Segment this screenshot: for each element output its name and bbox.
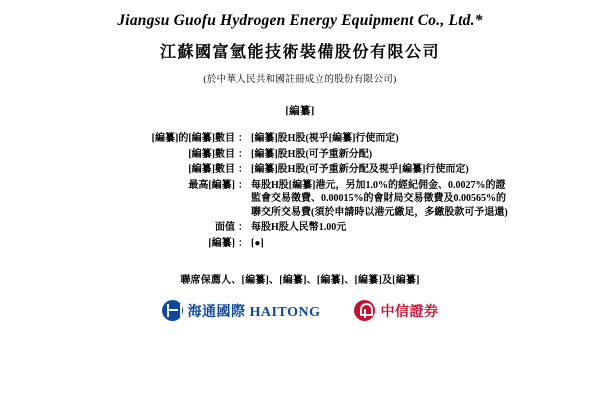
table-row xyxy=(85,147,515,163)
term-label: [編纂] xyxy=(208,237,235,249)
citic-securities-logo xyxy=(354,300,438,321)
term-value: [編纂]股H股(可予重新分配) xyxy=(251,148,373,160)
haitong-mark-icon xyxy=(162,300,183,321)
term-label: 面值 xyxy=(215,222,235,233)
term-label: 最高[編纂] xyxy=(188,179,235,191)
sponsor-logos xyxy=(24,300,576,321)
term-value: 每股H股[編纂]港元，另加1.0%的經紀佣金、0.0027%的證監會交易徵費、0.00015%的會財局交易徵費及0.00565%的聯交所交易費(須於申請時以港元繳足，多繳股款可予退還) xyxy=(251,179,508,218)
table-row xyxy=(85,178,515,221)
citic-logo-text: 中信證券 xyxy=(380,304,439,320)
table-row xyxy=(85,131,515,147)
citic-mark-icon xyxy=(354,300,375,321)
term-value: 每股H股人民幣1.00元 xyxy=(251,222,347,233)
company-name-chinese: 江蘇國富氫能技術裝備股份有限公司 xyxy=(159,44,440,61)
haitong-international-logo xyxy=(162,300,321,321)
term-value: [●] xyxy=(251,237,264,249)
table-row xyxy=(85,220,515,236)
term-colon: ： xyxy=(238,237,248,249)
section-heading: [編纂] xyxy=(285,106,315,117)
term-colon: ： xyxy=(238,148,248,160)
offering-terms-table xyxy=(85,131,515,251)
haitong-logo-text: 海通國際 HAITONG xyxy=(187,304,321,320)
table-row xyxy=(85,236,515,252)
term-label: [編纂]的[編纂]數目 xyxy=(151,133,235,144)
term-label: [編纂]數目 xyxy=(188,148,235,160)
term-colon: ： xyxy=(238,133,248,144)
term-colon: ： xyxy=(238,222,248,233)
term-colon: ： xyxy=(238,164,248,175)
term-value: [編纂]股H股(可予重新分配及視乎[編纂]行使而定) xyxy=(251,164,469,175)
incorporation-note: (於中華人民共和國註冊成立的股份有限公司) xyxy=(203,75,397,85)
term-value: [編纂]股H股(視乎[編纂]行使而定) xyxy=(251,133,399,144)
term-label: [編纂]數目 xyxy=(188,164,235,175)
table-row xyxy=(85,162,515,178)
company-name-english: Jiangsu Guofu Hydrogen Energy Equipment Co., Ltd.* xyxy=(117,12,483,29)
joint-sponsors-line: 聯席保薦人、[編纂]、[編纂]、[編纂]、[編纂]及[編纂] xyxy=(180,275,420,286)
term-colon: ： xyxy=(238,179,248,191)
